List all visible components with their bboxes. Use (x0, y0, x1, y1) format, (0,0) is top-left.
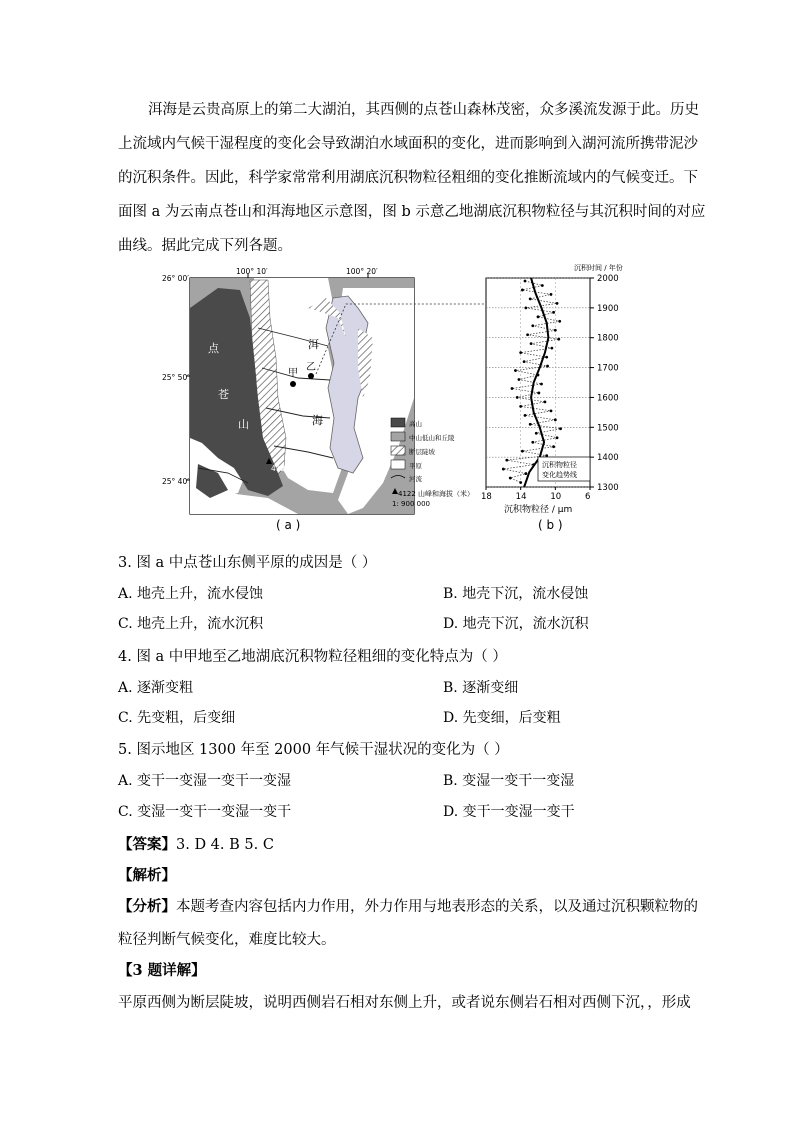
raw-data-point (514, 369, 517, 372)
connector-line (306, 292, 506, 382)
intro-line-5: 曲线。据此完成下列各题。 (118, 238, 292, 254)
q4-option-d[interactable]: D. 先变细，后变粗 (443, 710, 561, 726)
map-label-er: 洱 (308, 338, 319, 351)
y-tick-label: 2000 (597, 274, 619, 284)
raw-data-point (519, 481, 522, 484)
y-tick-label: 1300 (597, 483, 619, 493)
y-tick-label: 1700 (597, 363, 619, 374)
raw-data-point (523, 360, 526, 363)
y-axis-label: 沉积时间 / 年份 (574, 264, 623, 272)
q3-option-b[interactable]: B. 地壳下沉，流水侵蚀 (443, 586, 589, 602)
q4-option-c[interactable]: C. 先变粗，后变细 (118, 710, 236, 726)
raw-data-point (519, 351, 522, 354)
raw-data-point (550, 409, 553, 412)
lat-mid-label: 25° 50′ (162, 373, 189, 382)
raw-data-point (531, 441, 534, 444)
q3-option-d[interactable]: D. 地壳下沉，流水沉积 (443, 616, 589, 632)
y-tick-label: 1500 (597, 423, 619, 434)
raw-data-point (537, 392, 540, 395)
raw-data-point (537, 315, 540, 318)
legend-label-trend: 变化趋势线 (542, 471, 577, 479)
analysis-label: 【分析】 (118, 898, 176, 915)
answer-line (118, 833, 274, 854)
map-caption: ( a ) (276, 518, 301, 532)
question-3-stem: 3. 图 a 中点苍山东侧平原的成因是（ ） (118, 555, 377, 571)
x-axis-label: 沉积物粒径 / μm (504, 505, 573, 515)
lon-right-label: 100° 20′ (346, 267, 378, 276)
raw-data-point (535, 432, 538, 435)
legend-label-raw: 沉积物粒径 (542, 461, 577, 469)
x-tick-label: 14 (515, 492, 527, 502)
q3-option-a[interactable]: A. 地壳上升，流水侵蚀 (118, 586, 264, 602)
analysis-title: 【解析】 (118, 867, 176, 884)
raw-data-point (521, 450, 524, 453)
raw-data-point (556, 302, 559, 305)
raw-data-point (502, 468, 505, 471)
raw-data-point (526, 333, 529, 336)
y-tick-label: 1800 (597, 333, 619, 344)
raw-data-point (529, 423, 532, 426)
point-jia (290, 381, 296, 387)
x-tick-label: 10 (550, 492, 562, 502)
raw-data-point (509, 477, 512, 480)
intro-line-3: 的沉积条件。因此，科学家常常利用湖底沉积物粒径粗细的变化推断流域内的气候变迁。下 (118, 170, 698, 186)
raw-data-point (518, 378, 521, 381)
q3-option-c[interactable]: C. 地壳上升，流水沉积 (118, 616, 264, 632)
legend-fault: 断层陡坡 (409, 448, 435, 456)
detail-line: 平原西侧为断层陡坡，说明西侧岩石相对东侧上升，或者说东侧岩石相对西侧下沉，，形成 (118, 995, 691, 1011)
map-label-jia: 甲 (288, 368, 298, 379)
legend-peak: 4122 山峰和海拔（米） (398, 490, 475, 498)
peak-label: 4122 (271, 464, 291, 473)
legend-high: 高山 (409, 420, 422, 428)
raw-data-point (556, 436, 559, 439)
detail-title: 【3 题详解】 (118, 962, 206, 979)
map-label-cang: 苍 (218, 388, 229, 401)
y-tick-label: 1900 (597, 303, 619, 314)
raw-data-point (550, 347, 553, 350)
map-label-shan: 山 (238, 418, 249, 431)
question-4-stem: 4. 图 a 中甲地至乙地湖底沉积物粒径粗细的变化特点为（ ） (118, 649, 507, 665)
raw-data-point (521, 289, 524, 292)
analysis-line-2: 粒径判断气候变化，难度比较大。 (118, 932, 336, 948)
q5-option-b[interactable]: B. 变湿一变干一变湿 (443, 773, 575, 789)
raw-data-point (505, 459, 508, 462)
raw-data-point (519, 405, 522, 408)
raw-data-point (546, 365, 549, 368)
raw-data-point (552, 311, 555, 314)
sediment-chart (478, 262, 628, 540)
analysis-line-1 (118, 895, 698, 916)
raw-data-point (529, 298, 532, 301)
raw-data-point (545, 356, 548, 359)
raw-data-point (541, 284, 544, 287)
legend-scale: 1: 900 000 (392, 500, 430, 508)
raw-data-point (544, 401, 547, 404)
raw-data-point (554, 418, 557, 421)
map-label-dian: 点 (208, 342, 219, 355)
x-tick-label: 6 (585, 492, 591, 502)
raw-data-point (524, 280, 527, 283)
question-5-stem: 5. 图示地区 1300 年至 2000 年气候干湿状况的变化为（ ） (118, 742, 509, 758)
q4-option-b[interactable]: B. 逐渐变细 (443, 680, 519, 696)
legend-mid: 中山低山和丘陵 (409, 434, 455, 442)
lat-bot-label: 25° 40′ (162, 477, 189, 486)
raw-data-point (559, 427, 562, 430)
raw-data-point (511, 387, 514, 390)
raw-data-point (554, 329, 557, 332)
q5-option-a[interactable]: A. 变干一变湿一变干一变湿 (118, 773, 292, 789)
answer-label: 【答案】 (118, 836, 176, 853)
lat-top-label: 26° 00′ (162, 274, 189, 283)
raw-data-point (531, 324, 534, 327)
chart-frame (486, 278, 590, 487)
intro-line-1: 洱海是云贵高原上的第二大湖泊，其西侧的点苍山森林茂密，众多溪流发源于此。历史 (148, 102, 699, 118)
raw-data-point (524, 306, 527, 309)
q4-option-a[interactable]: A. 逐渐变粗 (118, 680, 194, 696)
y-tick-label: 1400 (597, 453, 619, 464)
raw-data-point (524, 414, 527, 417)
x-tick-label: 18 (481, 492, 492, 502)
intro-line-4: 面图 a 为云南点苍山和洱海地区示意图，图 b 示意乙地湖底沉积物粒径与其沉积时间的对应 (118, 204, 706, 220)
map-label-yi: 乙 (306, 362, 316, 373)
legend-plain: 平原 (409, 462, 422, 470)
lon-left-label: 100° 10′ (236, 267, 268, 276)
raw-data-point (540, 383, 543, 386)
raw-data-point (557, 338, 560, 341)
chart-caption: ( b ) (538, 518, 563, 532)
answer-text: 3. D 4. B 5. C (176, 837, 274, 853)
q5-option-c[interactable]: C. 变湿一变干一变湿一变干 (118, 804, 292, 820)
analysis-text-1: 本题考查内容包括内力作用，外力作用与地表形态的关系，以及通过沉积颗粒物的 (176, 899, 698, 915)
raw-data-point (530, 342, 533, 345)
q5-option-d[interactable]: D. 变干一变湿一变干 (443, 804, 575, 820)
map-label-hai: 海 (312, 414, 323, 427)
intro-line-2: 上流域内气候干湿程度的变化会导致湖泊水域面积的变化，进而影响到入湖河流所携带泥沙 (118, 136, 698, 152)
raw-data-point (552, 445, 555, 448)
raw-data-point (558, 320, 561, 323)
raw-data-point (550, 293, 553, 296)
raw-data-point (524, 472, 527, 475)
raw-data-point (516, 396, 519, 399)
legend-river: 河流 (409, 475, 422, 483)
y-tick-label: 1600 (597, 393, 619, 404)
raw-data-point (545, 454, 548, 457)
